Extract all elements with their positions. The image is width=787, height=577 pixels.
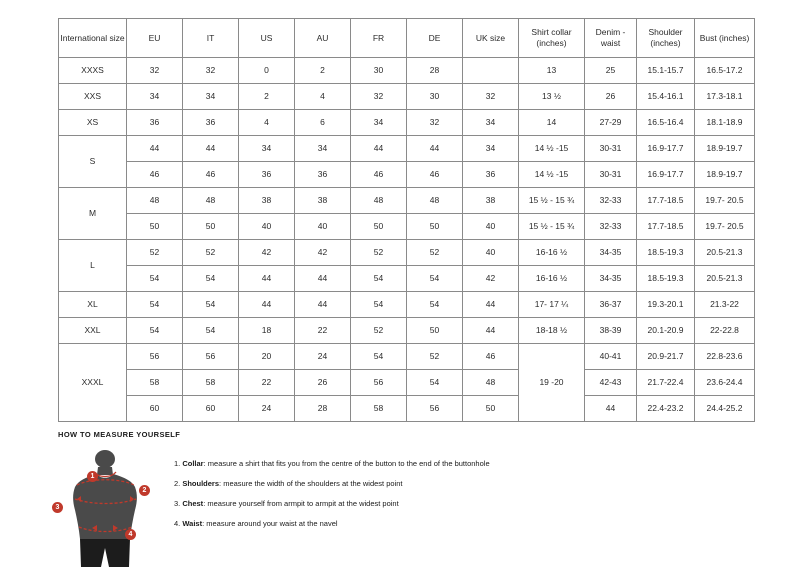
cell-10: 19.7- 20.5 xyxy=(695,188,755,214)
cell-1: 54 xyxy=(183,318,239,344)
cell-8: 32-33 xyxy=(585,214,637,240)
column-header-eu: EU xyxy=(127,19,183,58)
cell-3: 42 xyxy=(295,240,351,266)
table-row xyxy=(59,266,755,292)
cell-5: 52 xyxy=(407,240,463,266)
cell-9: 18.5-19.3 xyxy=(637,266,695,292)
cell-international-size: M xyxy=(59,188,127,240)
cell-4: 44 xyxy=(351,136,407,162)
cell-international-size: L xyxy=(59,240,127,292)
cell-5: 50 xyxy=(407,318,463,344)
measure-instruction-1: 1. Collar: measure a shirt that fits you from the centre of the button to the end of the buttonhole xyxy=(174,459,490,468)
cell-6: 50 xyxy=(463,396,519,422)
cell-3: 22 xyxy=(295,318,351,344)
cell-7: 16-16 ½ xyxy=(519,266,585,292)
cell-8: 38-39 xyxy=(585,318,637,344)
cell-6: 44 xyxy=(463,318,519,344)
measure-instruction-3: 3. Chest: measure yourself from armpit to armpit at the widest point xyxy=(174,499,399,508)
cell-4: 54 xyxy=(351,292,407,318)
cell-2: 34 xyxy=(239,136,295,162)
cell-6: 40 xyxy=(463,240,519,266)
cell-6: 32 xyxy=(463,84,519,110)
cell-0: 60 xyxy=(127,396,183,422)
cell-6: 48 xyxy=(463,370,519,396)
cell-4: 54 xyxy=(351,266,407,292)
cell-international-size: XXS xyxy=(59,84,127,110)
cell-9: 18.5-19.3 xyxy=(637,240,695,266)
instruction-label: Waist xyxy=(182,519,203,528)
cell-7: 16-16 ½ xyxy=(519,240,585,266)
cell-5: 32 xyxy=(407,110,463,136)
cell-2: 40 xyxy=(239,214,295,240)
cell-10: 19.7- 20.5 xyxy=(695,214,755,240)
how-to-measure-section xyxy=(55,430,732,572)
table-row xyxy=(59,162,755,188)
cell-5: 46 xyxy=(407,162,463,188)
cell-5: 48 xyxy=(407,188,463,214)
cell-8: 44 xyxy=(585,396,637,422)
cell-2: 22 xyxy=(239,370,295,396)
cell-8: 30-31 xyxy=(585,136,637,162)
table-header-row xyxy=(59,19,755,58)
column-header-international-size: International size xyxy=(59,19,127,58)
cell-8: 27-29 xyxy=(585,110,637,136)
cell-9: 16.5-16.4 xyxy=(637,110,695,136)
cell-9: 17.7-18.5 xyxy=(637,188,695,214)
cell-1: 56 xyxy=(183,344,239,370)
cell-2: 20 xyxy=(239,344,295,370)
cell-5: 56 xyxy=(407,396,463,422)
cell-7: 17- 17 ¼ xyxy=(519,292,585,318)
cell-10: 17.3-18.1 xyxy=(695,84,755,110)
measure-instruction-2: 2. Shoulders: measure the width of the shoulders at the widest point xyxy=(174,479,403,488)
cell-5: 50 xyxy=(407,214,463,240)
cell-3: 26 xyxy=(295,370,351,396)
instruction-label: Chest xyxy=(182,499,204,508)
marker-4-icon: 4 xyxy=(125,529,136,540)
table-row xyxy=(59,370,755,396)
cell-4: 52 xyxy=(351,318,407,344)
column-header-denim-waist: Denim - waist xyxy=(585,19,637,58)
cell-1: 54 xyxy=(183,292,239,318)
cell-4: 50 xyxy=(351,214,407,240)
cell-6: 38 xyxy=(463,188,519,214)
cell-10: 22-22.8 xyxy=(695,318,755,344)
cell-10: 23.6-24.4 xyxy=(695,370,755,396)
cell-9: 17.7-18.5 xyxy=(637,214,695,240)
cell-2: 38 xyxy=(239,188,295,214)
cell-5: 54 xyxy=(407,266,463,292)
cell-0: 58 xyxy=(127,370,183,396)
column-header-au: AU xyxy=(295,19,351,58)
cell-1: 48 xyxy=(183,188,239,214)
cell-0: 50 xyxy=(127,214,183,240)
cell-2: 18 xyxy=(239,318,295,344)
cell-8: 34-35 xyxy=(585,240,637,266)
torso-illustration-icon xyxy=(58,447,168,572)
how-to-measure-body xyxy=(55,447,732,572)
cell-6: 34 xyxy=(463,136,519,162)
cell-international-size: XXXL xyxy=(59,344,127,422)
cell-3: 2 xyxy=(295,58,351,84)
column-header-de: DE xyxy=(407,19,463,58)
column-header-us: US xyxy=(239,19,295,58)
cell-10: 22.8-23.6 xyxy=(695,344,755,370)
cell-0: 36 xyxy=(127,110,183,136)
cell-4: 58 xyxy=(351,396,407,422)
cell-8: 25 xyxy=(585,58,637,84)
cell-6: 42 xyxy=(463,266,519,292)
column-header-uk-size: UK size xyxy=(463,19,519,58)
cell-9: 15.4-16.1 xyxy=(637,84,695,110)
cell-2: 4 xyxy=(239,110,295,136)
cell-5: 44 xyxy=(407,136,463,162)
cell-5: 30 xyxy=(407,84,463,110)
instruction-text: : measure a shirt that fits you from the centre of the button to the end of the buttonhole xyxy=(203,459,490,468)
instruction-number: 4 xyxy=(174,519,179,528)
cell-2: 42 xyxy=(239,240,295,266)
cell-international-size: S xyxy=(59,136,127,188)
cell-0: 54 xyxy=(127,318,183,344)
cell-3: 6 xyxy=(295,110,351,136)
cell-7: 13 xyxy=(519,58,585,84)
cell-3: 4 xyxy=(295,84,351,110)
cell-1: 50 xyxy=(183,214,239,240)
cell-0: 54 xyxy=(127,266,183,292)
cell-1: 54 xyxy=(183,266,239,292)
cell-10: 16.5-17.2 xyxy=(695,58,755,84)
table-row xyxy=(59,318,755,344)
cell-3: 38 xyxy=(295,188,351,214)
cell-10: 20.5-21.3 xyxy=(695,266,755,292)
cell-international-size: XS xyxy=(59,110,127,136)
cell-3: 28 xyxy=(295,396,351,422)
cell-1: 52 xyxy=(183,240,239,266)
cell-1: 46 xyxy=(183,162,239,188)
cell-9: 20.1-20.9 xyxy=(637,318,695,344)
table-row xyxy=(59,344,755,370)
cell-3: 24 xyxy=(295,344,351,370)
cell-9: 15.1-15.7 xyxy=(637,58,695,84)
cell-3: 36 xyxy=(295,162,351,188)
instruction-text: : measure yourself from armpit to armpit at the widest point xyxy=(203,499,399,508)
cell-9: 20.9-21.7 xyxy=(637,344,695,370)
instruction-label: Shoulders xyxy=(182,479,220,488)
cell-6: 36 xyxy=(463,162,519,188)
table-row xyxy=(59,84,755,110)
cell-4: 54 xyxy=(351,344,407,370)
cell-0: 32 xyxy=(127,58,183,84)
cell-10: 24.4-25.2 xyxy=(695,396,755,422)
cell-7: 14 ½ -15 xyxy=(519,136,585,162)
cell-4: 52 xyxy=(351,240,407,266)
cell-4: 30 xyxy=(351,58,407,84)
size-chart-container xyxy=(58,18,750,422)
measure-instruction-4: 4. Waist: measure around your waist at the navel xyxy=(174,519,338,528)
instruction-text: : measure around your waist at the navel xyxy=(202,519,338,528)
cell-0: 54 xyxy=(127,292,183,318)
cell-6: 46 xyxy=(463,344,519,370)
cell-6: 44 xyxy=(463,292,519,318)
cell-3: 44 xyxy=(295,292,351,318)
instruction-text: : measure the width of the shoulders at the widest point xyxy=(219,479,403,488)
how-to-measure-title: HOW TO MEASURE YOURSELF xyxy=(58,430,181,439)
cell-0: 46 xyxy=(127,162,183,188)
instruction-label: Collar xyxy=(182,459,204,468)
cell-2: 0 xyxy=(239,58,295,84)
cell-2: 24 xyxy=(239,396,295,422)
cell-international-size: XL xyxy=(59,292,127,318)
cell-1: 60 xyxy=(183,396,239,422)
cell-8: 36-37 xyxy=(585,292,637,318)
table-row xyxy=(59,240,755,266)
cell-9: 16.9-17.7 xyxy=(637,162,695,188)
cell-8: 42-43 xyxy=(585,370,637,396)
marker-3-icon: 3 xyxy=(52,502,63,513)
cell-10: 18.9-19.7 xyxy=(695,162,755,188)
marker-1-icon: 1 xyxy=(87,471,98,482)
cell-0: 52 xyxy=(127,240,183,266)
measure-instructions-list xyxy=(174,447,490,539)
cell-6: 40 xyxy=(463,214,519,240)
column-header-bust: Bust (inches) xyxy=(695,19,755,58)
cell-3: 40 xyxy=(295,214,351,240)
table-row xyxy=(59,136,755,162)
cell-4: 34 xyxy=(351,110,407,136)
cell-shirt-collar: 19 -20 xyxy=(519,344,585,422)
cell-international-size: XXL xyxy=(59,318,127,344)
cell-7: 18-18 ½ xyxy=(519,318,585,344)
table-row xyxy=(59,188,755,214)
table-row xyxy=(59,292,755,318)
column-header-fr: FR xyxy=(351,19,407,58)
table-row xyxy=(59,110,755,136)
instruction-number: 2 xyxy=(174,479,179,488)
cell-5: 54 xyxy=(407,292,463,318)
cell-4: 46 xyxy=(351,162,407,188)
cell-3: 34 xyxy=(295,136,351,162)
cell-0: 34 xyxy=(127,84,183,110)
cell-2: 36 xyxy=(239,162,295,188)
cell-5: 54 xyxy=(407,370,463,396)
cell-9: 16.9-17.7 xyxy=(637,136,695,162)
column-header-shoulder: Shoulder (inches) xyxy=(637,19,695,58)
cell-8: 30-31 xyxy=(585,162,637,188)
marker-2-icon: 2 xyxy=(139,485,150,496)
table-row xyxy=(59,214,755,240)
column-header-shirt-collar: Shirt collar (inches) xyxy=(519,19,585,58)
cell-10: 18.9-19.7 xyxy=(695,136,755,162)
cell-10: 21.3-22 xyxy=(695,292,755,318)
cell-4: 56 xyxy=(351,370,407,396)
cell-1: 36 xyxy=(183,110,239,136)
cell-7: 14 xyxy=(519,110,585,136)
cell-2: 44 xyxy=(239,292,295,318)
cell-4: 32 xyxy=(351,84,407,110)
cell-5: 52 xyxy=(407,344,463,370)
cell-9: 19.3-20.1 xyxy=(637,292,695,318)
cell-3: 44 xyxy=(295,266,351,292)
cell-1: 58 xyxy=(183,370,239,396)
cell-0: 56 xyxy=(127,344,183,370)
instruction-number: 1 xyxy=(174,459,179,468)
table-body xyxy=(59,58,755,422)
cell-6 xyxy=(463,58,519,84)
cell-1: 32 xyxy=(183,58,239,84)
body-diagram xyxy=(55,447,168,572)
cell-7: 15 ½ - 15 ¾ xyxy=(519,188,585,214)
cell-5: 28 xyxy=(407,58,463,84)
cell-international-size: XXXS xyxy=(59,58,127,84)
instruction-number: 3 xyxy=(174,499,179,508)
cell-2: 44 xyxy=(239,266,295,292)
cell-7: 15 ½ - 15 ¾ xyxy=(519,214,585,240)
cell-4: 48 xyxy=(351,188,407,214)
cell-9: 22.4-23.2 xyxy=(637,396,695,422)
cell-10: 18.1-18.9 xyxy=(695,110,755,136)
cell-6: 34 xyxy=(463,110,519,136)
table-row xyxy=(59,58,755,84)
cell-8: 26 xyxy=(585,84,637,110)
cell-10: 20.5-21.3 xyxy=(695,240,755,266)
table-row xyxy=(59,396,755,422)
cell-8: 40-41 xyxy=(585,344,637,370)
cell-7: 13 ½ xyxy=(519,84,585,110)
column-header-it: IT xyxy=(183,19,239,58)
cell-7: 14 ½ -15 xyxy=(519,162,585,188)
cell-0: 44 xyxy=(127,136,183,162)
cell-0: 48 xyxy=(127,188,183,214)
cell-8: 34-35 xyxy=(585,266,637,292)
cell-1: 34 xyxy=(183,84,239,110)
cell-9: 21.7-22.4 xyxy=(637,370,695,396)
size-chart-table xyxy=(58,18,755,422)
cell-2: 2 xyxy=(239,84,295,110)
cell-1: 44 xyxy=(183,136,239,162)
cell-8: 32-33 xyxy=(585,188,637,214)
